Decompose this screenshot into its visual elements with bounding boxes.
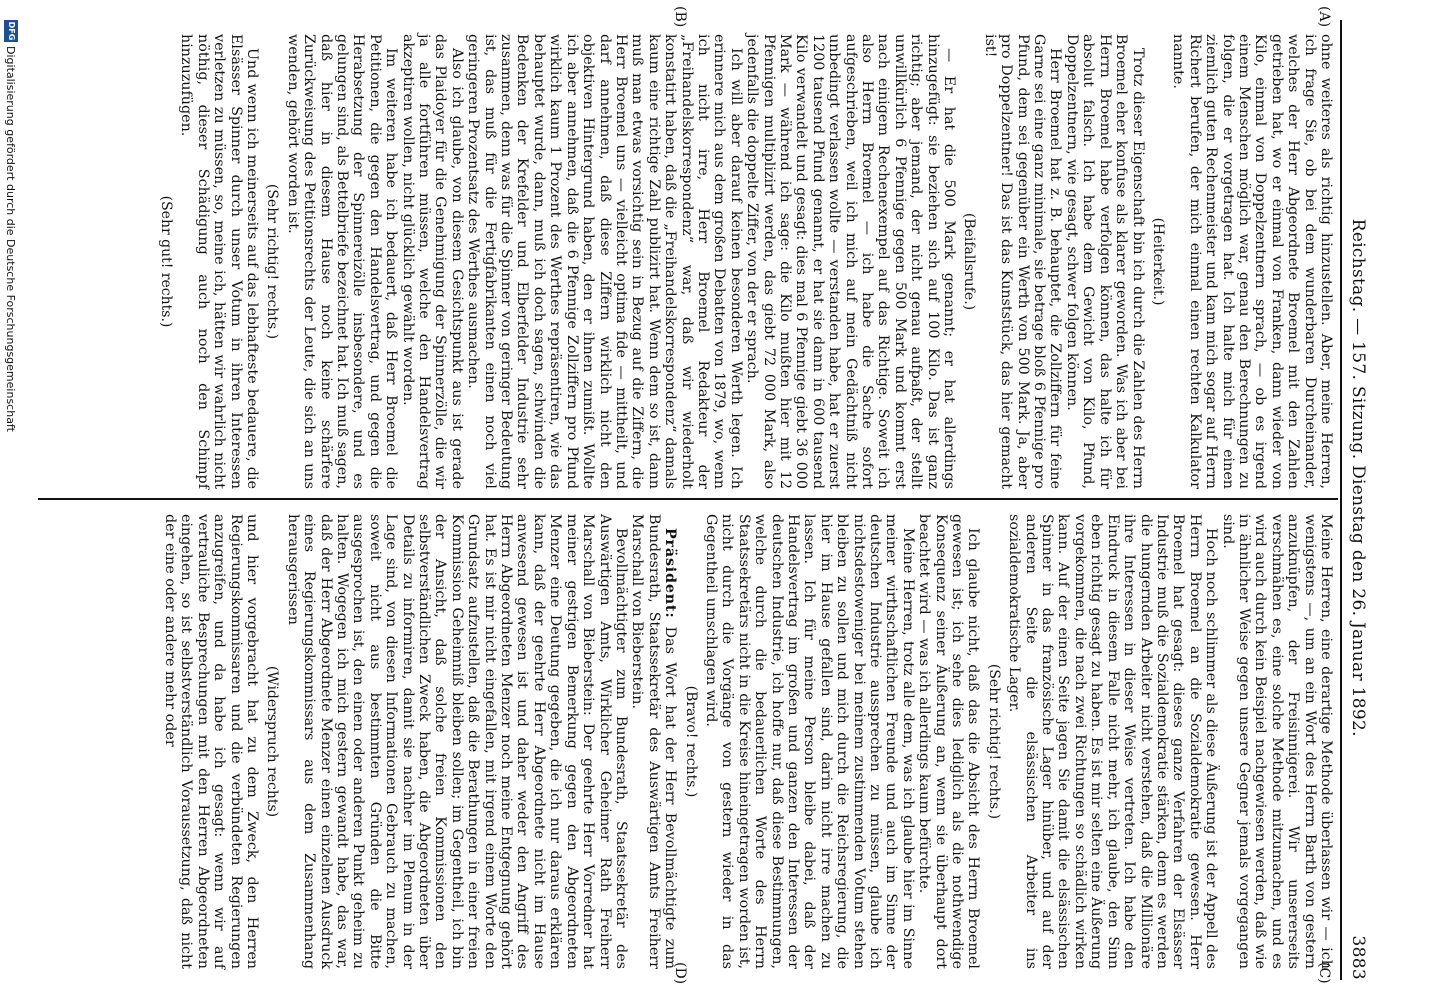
left-paragraph: — Er hat die 500 Mark genannt; er hat allerdings hinzugefügt: sie beziehen sich auf 100 Kilo. Das ist ganz richtig; aber jemand, der nicht genau aufpaßt, der stellt unwillkürlich 6 Pfennige gegen 500 Mark und kommt erst nach einigem Rechenexempel auf das Richtige. Soweit ich also Herrn Broemel — ich habe die Sache sofort aufgeschrieben, weil ich mich auf mein Gedächtniß nicht unbedingt verlassen wollte — verstanden habe, hat er zuerst 1200 tausend Pfund genannt, er hat sie dann in 600 tausend Kilo verwandelt und gesagt: dies mal 6 Pfennige giebt 36 000 Mark — während ich sage: die Kilo mußten hier mit 12 Pfennigen multiplizirt werden, das giebt 72 000 Mark, also jedenfalls die doppelte Ziffer, von der er sprach. <box>744 34 958 489</box>
right-paragraph: Ich glaube nicht, daß das die Absicht des Herrn Broemel gewesen ist; ich sehe dies lediglich als die nothwendige Konsequenz seiner Äußerung an, wenn sie überhaupt dort beachtet wird — was ich allerdings kaum befürchte. <box>916 514 982 969</box>
stage-direction: (Sehr gut! rechts.) <box>157 195 174 328</box>
margin-mark-c: (C) <box>1316 962 1332 984</box>
page-header <box>1344 20 1372 980</box>
left-paragraph: Also ich glaube, von diesem Gesichtspunkt aus ist gerade das Plaidoyer für die Genehmigung der Spinnerzölle, die wir ja alle fortführen müssen, welche den Handelsvertrag akzeptiren wollen, nicht glücklich gewählt worden. <box>399 34 465 489</box>
left-paragraph: Herr Broemel hat z. B. behauptet, die Zollziffern für feine Garne sei eine ganz minimale, sie betrage bloß 6 Pfennige pro Pfund, dem sei gegenüber ein Werth von 500 Mark. Ja, aber pro Doppelzentner! Das ist das Kunststück, das hier gemacht ist! <box>981 34 1064 489</box>
stage-direction: (Sehr richtig! rechts.) <box>985 663 1002 820</box>
president-text: Das Wort hat der Herr Bevollmächtigte zum Bundesrath, Staatssekretär des Auswärtigen Amts Freiherr Marschall von Bieberstein. <box>629 514 679 970</box>
margin-mark-b: (B) <box>672 6 688 28</box>
left-paragraph: Und wenn ich meinerseits auf das lebhafteste bedauere, die Elsässer Spinner durch unser Votum in ihren Interessen verletzen zu müssen, so, meine ich, hätten wir wahrlich nicht nöthig, dieser Schädigung auch noch den Schimpf hinzuzufügen. <box>178 34 260 489</box>
stage-direction: (Beifallsrufe.) <box>961 212 978 311</box>
right-column <box>162 514 1334 969</box>
stage-direction: (Bravo! rechts.) <box>682 685 699 798</box>
right-paragraph: Bevollmächtigter zum Bundesrath, Staatssekretär des Auswärtigen Amts, Wirklicher Geheimer Rath Freiherr Marschall von Bieberstein: Der geehrte Herr Vorredner hat meiner gestrigen Bemerkung gegen den Abgeordneten Menzer eine Deutung gegeben, die ich nur daraus erklären kann, daß der geehrte Herr Abgeordnete nicht im Hause anwesend gewesen ist und daher weder den Angriff des Herrn Abgeordneten Menzer noch meine Entgegnung gehört hat. Es ist mir nicht eingefallen, mit irgend einem Worte den Grundsatz aufzustellen, daß die Berathungen in einer freien Kommission Geheimniß bleiben sollen; im Gegentheil, ich bin der Ansicht, daß solche freien Kommissionen den selbstverständlichen Zweck haben, die Abgeordneten über Details zu informiren, damit sie nachher im Plenum in der Lage sind, von diesen Informationen Gebrauch zu machen, soweit nicht aus bestimmten Gründen die Bitte ausgesprochen ist, den einen oder anderen Punkt geheim zu halten. Wogegen ich mich gestern gewandt habe, das war, daß der Herr Abgeordnete Menzer einen einzelnen Ausdruck eines Regierungskommissars aus dem Zusammenhang herausgerissen <box>284 514 629 969</box>
header-rule <box>1340 20 1342 980</box>
page-footer <box>0 20 22 432</box>
president-paragraph <box>629 514 678 969</box>
right-paragraph: Hoch noch schlimmer als diese Äußerung ist der Appell des Herrn Broemel an die Sozialdemokratie gewesen. Herr Broemel hat gesagt: dieses ganze Verfahren der Elsässer Industrie muß die Sozialdemokratie stärken, denn es werden die hungernden Arbeiter nicht verstehen, daß die Millionäre ihre Interessen in dieser Weise vertreten. Ich habe den Eindruck in diesem Falle nicht mehr, ich glaube, den Sinn eben richtig gesagt zu haben. Es ist mir selten eine Äußerung vorgekommen, die nach zwei Richtungen so schädlich wirken kann. Auf der einen Seite jagen Sie damit die elsässischen Spinner in das französische Lager hinüber, und auf der anderen Seite die elsässischen Arbeiter ins sozialdemokratische Lager. <box>1006 514 1220 969</box>
footer-credit: Digitalisierung gefördert durch die Deutsche Forschungsgemeinschaft <box>4 46 18 432</box>
left-paragraph: Trotz dieser Eigenschaft bin ich durch die Zahlen des Herrn Broemel eher konfuse als klarer geworden. Was ich aber bei Herrn Broemel habe verfolgen können, das halte ich für absolut falsch. Ich habe dem Gewicht von Kilo, Pfund, Doppelzentnern, wie gesagt, schwer folgen können. <box>1063 34 1146 489</box>
margin-mark-a: (A) <box>1316 6 1332 28</box>
left-column <box>154 34 1334 489</box>
dfg-logo-icon: DFG <box>4 20 18 42</box>
stage-direction: (Heiterkeit.) <box>1149 217 1166 306</box>
right-paragraph: und hier vorgebracht hat zu dem Zweck, den Herren Regierungskommissaren und die verbündeten Regierungen anzugreifen, und da habe ich gesagt: wenn wir auf vertrauliche Besprechungen mit den Herren Abgeordneten eingehen, so ist selbstverständlich Voraussetzung, daß nicht der eine oder andere mehr oder <box>161 514 260 969</box>
left-paragraph: Im weiteren habe ich bedauert, daß Herr Broemel die Petitionen, die gegen den Handelsvertrag, und gegen die Herabsetzung der Spinnereizölle insbesondere, und es gelungen sind, als Bettelbriefe bezeichnet hat. Ich muß sagen, daß hier in diesem Hause noch keine schärfere Zurückweisung des Petitionsrechts der Leute, die sich an uns wenden, gehört worden ist. <box>284 34 400 489</box>
right-paragraph: Meine Herren, eine derartige Methode überlassen wir — ich wenigstens —, um an ein Wort des Herrn Barth von gestern anzuknüpfen, der Freisinnigerei. Wir unsererseits verschmähen es, eine solche Methode mitzumachen, und es wird auch durch kein Beispiel nachgewiesen werden, daß wie in ähnlicher Weise gegen unsere Gegner jemals vorgegangen sind. <box>1219 514 1334 969</box>
stage-direction: (Sehr richtig! rechts.) <box>264 183 281 340</box>
column-divider <box>38 498 1338 500</box>
left-paragraph: ohne weiteres als richtig hinzustellen. Aber, meine Herren, ich frage Sie, ob bei dem wunderbaren Durcheinander, welches der Herr Abgeordnete Broemel mit den Zahlen getrieben hat, wo er einmal von Franken, dann wieder von Kilo, einmal von Doppelzentnern sprach, — ob es irgend einem Menschen möglich war, genau den Berechnungen zu folgen, die er vorgetragen hat. Ich halte mich für einen ziemlich guten Rechenmeister und kam mich sogar auf Herrn Richert berufen, der mich einmal einen rechten Kalkulator nannte. <box>1170 34 1334 489</box>
left-paragraph: Ich will aber darauf keinen besonderen Werth legen. Ich erinnere mich aus dem großen Debatten von 1879, wo, wenn ich nicht irre, Herr Broemel Redakteur der „Freihandelskorrespondenz“ war, daß wir wiederholt konstatirt haben, daß die „Freihandelskorrespondenz“ damals kaum eine richtige Zahl publizirt hat. Wenn dem so ist, dann muß man etwas vorsichtig sein in Bezug auf die Ziffern, die Herr Broemel uns — vielleicht optima fide — mittheilt, und darf annehmen, daß diese Ziffern wirklich nicht den objektiven Hintergrund haben, den er ihnen zumißt. Wollte ich aber annehmen, daß die 6 Pfennige Zollziffern pro Pfund wirklich kaum 1 Prozent des Werthes repräsentiren, wie das behauptet wurde, dann, muß ich doch sagen, schwinden die Bedenken der Krefelder und Elberfelder Industrie sehr zusammen, denn was für die Spinner von geringer Bedeutung ist, das muß für die Fertigfabrikanten einen noch viel geringeren Prozentsatz des Werthes ausmachen. <box>465 34 744 489</box>
speaker-label: Präsident: <box>662 528 679 619</box>
margin-mark-d: (D) <box>672 962 688 985</box>
page-number: 3883 <box>1348 935 1368 980</box>
stage-direction: (Widerspruch rechts) <box>264 665 281 818</box>
header-title: Reichstag. — 157. Sitzung. Dienstag den 26. Januar 1892. <box>1348 218 1368 737</box>
right-paragraph: Meine Herren, trotz alle dem, was ich glaube hier im Sinne meiner wirthschaftlichen Freunde und auch im Sinne der deutschen Industrie aussprechen zu müssen, glaube ich nichtsdestoweniger bei meinem zustimmenden Votum stehen bleiben zu sollen und mich durch die Reichsregierung, die hier im Hause gefallen sind, darin nicht irre machen zu lassen. Ich für meine Person bleibe dabei, daß der Handelsvertrag im großen und ganzen den Interessen der deutschen Industrie, ich hoffe nur, daß diese Bestimmungen, welche durch die bedauerlichen Worte des Herrn Staatssekretärs nicht in die Kreise hineingetragen worden ist, nicht durch die Vorgänge von gestern wieder in das Gegentheil umschlagen wird. <box>702 514 916 969</box>
